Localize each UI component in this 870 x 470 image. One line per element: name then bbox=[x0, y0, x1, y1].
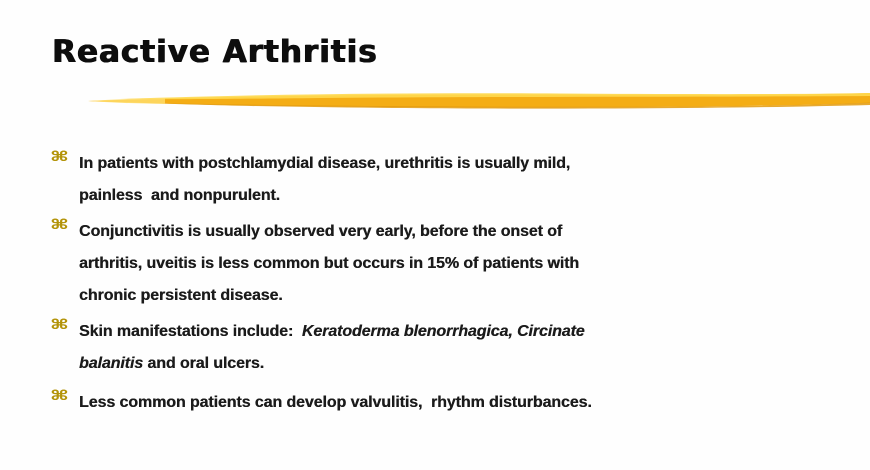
bullet-item-4 bbox=[50, 387, 770, 419]
text-segment: arthritis, uveitis is less common but occurs in 15% of patients with bbox=[79, 255, 579, 272]
bullet-text-line bbox=[79, 180, 770, 212]
bullet-text-line bbox=[79, 316, 770, 348]
command-bullet-icon: ⌘ bbox=[50, 316, 69, 333]
bullet-text-line bbox=[79, 387, 770, 419]
bullet-text-line bbox=[79, 348, 770, 380]
command-bullet-icon: ⌘ bbox=[50, 216, 69, 233]
text-segment: Less common patients can develop valvulitis, rhythm disturbances. bbox=[79, 394, 592, 411]
bullet-text-line bbox=[79, 216, 770, 248]
bullet-text-line bbox=[79, 248, 770, 280]
text-segment: Skin manifestations include: bbox=[79, 323, 302, 340]
slide-title: Reactive Arthritis bbox=[52, 34, 378, 70]
text-segment: In patients with postchlamydial disease, urethritis is usually mild, bbox=[79, 155, 571, 172]
command-bullet-icon: ⌘ bbox=[50, 148, 69, 165]
text-segment: Conjunctivitis is usually observed very early, before the onset of bbox=[79, 223, 563, 240]
bullet-item-3 bbox=[50, 316, 770, 380]
text-segment: painless and nonpurulent. bbox=[79, 187, 280, 204]
bullet-item-2 bbox=[50, 216, 770, 312]
command-bullet-icon: ⌘ bbox=[50, 387, 69, 404]
bullet-item-1 bbox=[50, 148, 770, 212]
gold-brushstroke-divider bbox=[0, 82, 870, 122]
italic-text-segment: balanitis bbox=[79, 355, 144, 372]
bullet-text-line bbox=[79, 148, 770, 180]
bullet-text-line bbox=[79, 280, 770, 312]
text-segment: and oral ulcers. bbox=[143, 355, 265, 372]
text-segment: chronic persistent disease. bbox=[79, 287, 283, 304]
italic-text-segment: Keratoderma blenorrhagica, Circinate bbox=[301, 323, 585, 340]
bullet-list bbox=[50, 148, 770, 423]
